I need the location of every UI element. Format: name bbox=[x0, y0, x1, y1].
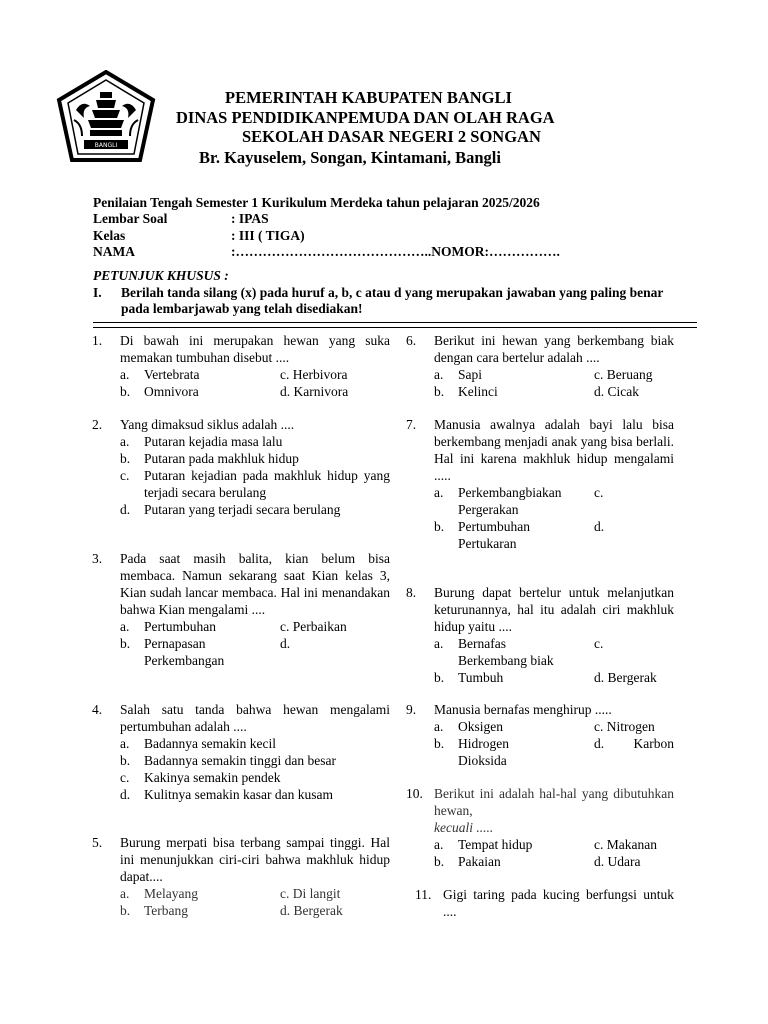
kelas-value: : III ( TIGA) bbox=[231, 228, 305, 243]
instructions-heading: PETUNJUK KHUSUS : bbox=[93, 268, 229, 283]
option-letter[interactable]: a. bbox=[434, 367, 444, 382]
option-text: Tumbuh bbox=[458, 670, 504, 685]
option-letter[interactable]: b. bbox=[434, 736, 445, 751]
option-letter[interactable]: a. bbox=[434, 636, 444, 651]
question-stem: Manusia awalnya adalah bayi lalu bisa berkembang menjadi anak yang bisa berlali. Hal ini karena makhluk hidup mengalami ..... bbox=[434, 417, 674, 483]
question-stem: Berikut ini hewan yang berkembang biak dengan cara bertelur adalah .... bbox=[434, 333, 674, 365]
option-text: Putaran kejadia masa lalu bbox=[144, 434, 283, 449]
option-d[interactable]: d. Bergerak bbox=[594, 670, 657, 685]
question-7 bbox=[406, 416, 674, 552]
question-number: 2. bbox=[92, 417, 103, 432]
option-d[interactable]: d. bbox=[594, 519, 605, 534]
divider-top bbox=[93, 322, 697, 323]
option-letter[interactable]: b. bbox=[434, 854, 445, 869]
option-letter[interactable]: a. bbox=[120, 619, 130, 634]
question-stem: Manusia bernafas menghirup ..... bbox=[434, 702, 612, 717]
question-1 bbox=[92, 332, 390, 400]
option-c[interactable] bbox=[120, 769, 390, 786]
option-c-text: Pergerakan bbox=[458, 502, 519, 517]
option-letter[interactable]: a. bbox=[120, 434, 130, 449]
option-d-text: Pertukaran bbox=[458, 536, 517, 551]
option-c[interactable]: c. Di langit bbox=[280, 886, 341, 901]
question-3 bbox=[92, 550, 390, 669]
option-text: Badannya semakin tinggi dan besar bbox=[144, 753, 336, 768]
question-stem: Burung merpati bisa terbang sampai tinggi. Hal ini menunjukkan ciri-ciri bahwa makhluk hidup dapat.... bbox=[120, 835, 390, 884]
option-letter[interactable]: a. bbox=[434, 485, 444, 500]
option-text: Putaran pada makhluk hidup bbox=[144, 451, 299, 466]
option-d[interactable]: d. Udara bbox=[594, 854, 641, 869]
option-text: Vertebrata bbox=[144, 367, 200, 382]
option-b[interactable] bbox=[120, 450, 390, 467]
option-text: Karbon bbox=[633, 736, 674, 751]
option-c[interactable]: c. Herbivora bbox=[280, 367, 348, 382]
option-letter[interactable]: a. bbox=[120, 367, 130, 382]
option-letter[interactable]: c. bbox=[120, 468, 130, 483]
option-text: Pakaian bbox=[458, 854, 501, 869]
option-letter[interactable]: b. bbox=[120, 451, 131, 466]
instructions-text: Berilah tanda silang (x) pada huruf a, b, c atau d yang merupakan jawaban yang paling benar pada lembarjawab yang telah disediakan! bbox=[121, 285, 664, 316]
option-text: Sapi bbox=[458, 367, 483, 382]
option-text: Kakinya semakin pendek bbox=[144, 770, 281, 785]
option-c[interactable]: c. Perbaikan bbox=[280, 619, 347, 634]
option-text: Perkembangbiakan bbox=[458, 485, 562, 500]
option-c[interactable] bbox=[120, 467, 390, 501]
question-2 bbox=[92, 416, 390, 518]
option-c[interactable]: c. bbox=[594, 485, 604, 500]
question-number: 3. bbox=[92, 551, 103, 566]
lembar-value: : IPAS bbox=[231, 211, 269, 226]
option-d[interactable]: d. Cicak bbox=[594, 384, 639, 399]
option-text: Putaran yang terjadi secara berulang bbox=[144, 502, 341, 517]
option-text: Terbang bbox=[144, 903, 189, 918]
lembar-soal-row bbox=[93, 211, 269, 227]
question-number: 5. bbox=[92, 835, 103, 850]
question-number: 9. bbox=[406, 702, 417, 717]
question-stem: Di bawah ini merupakan hewan yang suka memakan tumbuhan disebut .... bbox=[120, 333, 390, 365]
question-number: 8. bbox=[406, 585, 417, 600]
question-number: 7. bbox=[406, 417, 417, 432]
option-c-text: Berkembang biak bbox=[458, 653, 554, 668]
option-letter[interactable]: c. bbox=[120, 770, 130, 785]
header-line-3: SEKOLAH DASAR NEGERI 2 SONGAN bbox=[242, 127, 541, 146]
option-letter[interactable]: b. bbox=[434, 384, 445, 399]
kelas-row bbox=[93, 228, 305, 244]
question-5 bbox=[92, 834, 390, 919]
question-10 bbox=[406, 785, 674, 870]
question-number: 4. bbox=[92, 702, 103, 717]
option-letter[interactable]: b. bbox=[434, 670, 445, 685]
option-text: Pertumbuhan bbox=[458, 519, 530, 534]
question-11 bbox=[415, 886, 674, 920]
question-stem: Berikut ini adalah hal-hal yang dibutuhkan hewan, bbox=[434, 786, 674, 818]
option-letter[interactable]: a. bbox=[120, 736, 130, 751]
nama-label: NAMA bbox=[93, 244, 135, 259]
option-text: Kelinci bbox=[458, 384, 498, 399]
option-d[interactable]: d. Bergerak bbox=[280, 903, 343, 918]
option-letter[interactable]: b. bbox=[120, 903, 131, 918]
option-letter[interactable]: b. bbox=[120, 636, 131, 651]
lembar-label: Lembar Soal bbox=[93, 211, 168, 226]
option-letter[interactable]: d. bbox=[120, 787, 131, 802]
option-b-continued: Dioksida bbox=[458, 753, 507, 768]
option-letter[interactable]: a. bbox=[434, 837, 444, 852]
nama-row bbox=[93, 244, 560, 260]
instructions-number: I. bbox=[93, 285, 102, 300]
option-text: Melayang bbox=[144, 886, 198, 901]
question-number: 1. bbox=[92, 333, 103, 348]
option-a[interactable] bbox=[120, 735, 390, 752]
option-letter[interactable]: a. bbox=[434, 719, 444, 734]
bangli-regency-logo bbox=[56, 70, 156, 162]
option-letter[interactable]: b. bbox=[120, 384, 131, 399]
question-stem: Pada saat masih balita, kian belum bisa membaca. Namun sekarang saat Kian kelas 3, Kian sudah lancar membaca. Hal ini menandakan bahwa Kian mengalami .... bbox=[120, 551, 390, 617]
option-letter[interactable]: b. bbox=[120, 753, 131, 768]
option-text: Pernapasan bbox=[144, 636, 206, 651]
question-8 bbox=[406, 584, 674, 686]
option-text: Omnivora bbox=[144, 384, 199, 399]
option-text: Tempat hidup bbox=[458, 837, 533, 852]
option-text: Badannya semakin kecil bbox=[144, 736, 276, 751]
option-c[interactable]: c. Nitrogen bbox=[594, 719, 655, 734]
question-9 bbox=[406, 701, 674, 769]
question-number: 10. bbox=[406, 786, 423, 801]
option-text: Kulitnya semakin kasar dan kusam bbox=[144, 787, 333, 802]
option-c[interactable]: c. bbox=[594, 636, 604, 651]
option-letter[interactable]: d. bbox=[120, 502, 131, 517]
option-a[interactable] bbox=[120, 433, 390, 450]
logo-text: BANGLI bbox=[94, 142, 118, 149]
option-text: Oksigen bbox=[458, 719, 503, 734]
option-text: Bernafas bbox=[458, 636, 506, 651]
question-number: 6. bbox=[406, 333, 417, 348]
option-text: Hidrogen bbox=[458, 736, 509, 751]
question-stem: Salah satu tanda bahwa hewan mengalami pertumbuhan adalah .... bbox=[120, 702, 390, 734]
nama-value: :……………………………………..NOMOR:……………. bbox=[231, 244, 560, 259]
option-d[interactable]: d. Karnivora bbox=[280, 384, 349, 399]
option-d[interactable] bbox=[120, 786, 390, 803]
option-text: Putaran kejadian pada makhluk hidup yang terjadi secara berulang bbox=[144, 468, 390, 500]
exam-title: Penilaian Tengah Semester 1 Kurikulum Merdeka tahun pelajaran 2025/2026 bbox=[93, 195, 540, 210]
question-stem: Yang dimaksud siklus adalah .... bbox=[120, 417, 295, 432]
option-letter[interactable]: d. bbox=[594, 736, 605, 751]
option-c[interactable]: c. Beruang bbox=[594, 367, 653, 382]
question-stem-emphasis: kecuali ..... bbox=[434, 820, 494, 835]
question-stem: Burung dapat bertelur untuk melanjutkan keturunannya, hal itu adalah ciri makhluk hidup yaitu .... bbox=[434, 585, 674, 634]
option-d-text: Perkembangan bbox=[144, 653, 225, 668]
option-b[interactable] bbox=[120, 752, 390, 769]
divider-bottom bbox=[93, 327, 697, 328]
question-6 bbox=[406, 332, 674, 400]
option-d[interactable] bbox=[594, 735, 674, 752]
question-number: 11. bbox=[415, 887, 432, 902]
header-line-2: DINAS PENDIDIKANPEMUDA DAN OLAH RAGA bbox=[176, 108, 555, 127]
option-c[interactable]: c. Makanan bbox=[594, 837, 657, 852]
question-stem: Gigi taring pada kucing berfungsi untuk .... bbox=[443, 887, 674, 919]
option-letter[interactable]: a. bbox=[120, 886, 130, 901]
question-4 bbox=[92, 701, 390, 803]
header-line-1: PEMERINTAH KABUPATEN BANGLI bbox=[225, 88, 512, 107]
option-letter[interactable]: b. bbox=[434, 519, 445, 534]
option-d[interactable]: d. bbox=[280, 636, 291, 651]
header-line-4: Br. Kayuselem, Songan, Kintamani, Bangli bbox=[199, 148, 501, 167]
kelas-label: Kelas bbox=[93, 228, 126, 243]
option-text: Pertumbuhan bbox=[144, 619, 216, 634]
option-d[interactable] bbox=[120, 501, 390, 518]
